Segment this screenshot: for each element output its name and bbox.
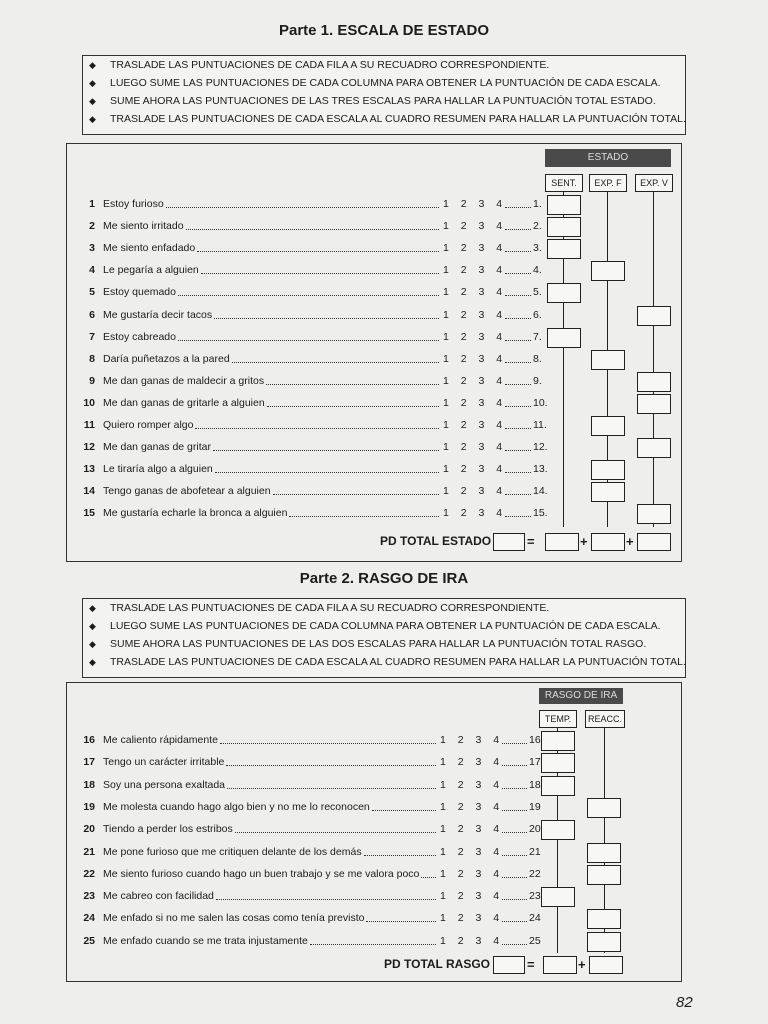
- leader-dots: [178, 281, 439, 296]
- item-reference: 22: [529, 867, 541, 880]
- equals-sign: =: [527, 534, 535, 549]
- item-number: 8: [89, 352, 95, 365]
- leader-dots: [372, 796, 436, 811]
- item-reference: 1.: [533, 198, 542, 210]
- item-reference: 21: [529, 845, 541, 858]
- item-number: 24: [83, 912, 95, 925]
- item-row: [73, 480, 548, 502]
- item-row: [73, 729, 543, 751]
- item-reference: 17: [529, 756, 541, 769]
- item-number: 3: [89, 242, 95, 255]
- item-number: 5: [89, 286, 95, 299]
- item-row: [73, 193, 543, 215]
- item-text: Me dan ganas de maldecir a gritos: [103, 374, 265, 387]
- part1-panel: [66, 143, 682, 562]
- leader-dots: [505, 215, 531, 230]
- item-text: Me enfado si no me salen las cosas como tenía previsto: [103, 912, 365, 925]
- score-options[interactable]: 1 2 3 4: [443, 441, 503, 454]
- item-text: Tiendo a perder los estribos: [103, 823, 233, 836]
- score-options[interactable]: 1 2 3 4: [443, 308, 503, 321]
- item-reference: 6.: [533, 308, 542, 321]
- leader-dots: [502, 729, 527, 744]
- score-options[interactable]: 1 2 3 4: [443, 352, 503, 365]
- score-options[interactable]: 1 2 3 4: [443, 330, 503, 343]
- column-line: [653, 192, 654, 527]
- item-row: [73, 930, 543, 952]
- item-number: 4: [89, 264, 95, 277]
- leader-dots: [214, 304, 439, 319]
- score-box[interactable]: [587, 865, 621, 885]
- item-reference: 24: [529, 912, 541, 925]
- score-box[interactable]: [591, 482, 625, 502]
- score-options[interactable]: 1 2 3 4: [440, 912, 500, 925]
- leader-dots: [502, 907, 527, 922]
- item-number: 11: [83, 419, 95, 431]
- item-text: Me siento furioso cuando hago un buen trabajo y se me valora poco: [103, 867, 420, 880]
- item-number: 22: [83, 867, 95, 880]
- score-options[interactable]: 1 2 3 4: [443, 507, 503, 520]
- score-box[interactable]: [587, 932, 621, 952]
- score-box[interactable]: [637, 438, 671, 458]
- item-row: [73, 863, 543, 885]
- leader-dots: [505, 259, 531, 274]
- leader-dots: [502, 751, 527, 766]
- item-number: 12: [83, 441, 95, 454]
- score-box[interactable]: [587, 798, 621, 818]
- score-options[interactable]: 1 2 3 4: [443, 419, 503, 431]
- diamond-bullet-icon: ◆: [89, 96, 96, 106]
- item-reference: 15.: [533, 507, 548, 520]
- leader-dots: [505, 480, 531, 495]
- item-row: [73, 751, 543, 773]
- score-options[interactable]: 1 2 3 4: [440, 800, 500, 813]
- leader-dots: [220, 729, 436, 744]
- item-number: 9: [89, 374, 95, 387]
- item-row: [73, 237, 543, 259]
- score-options[interactable]: 1 2 3 4: [443, 264, 503, 277]
- pd-total-estado-label: PD TOTAL ESTADO: [380, 534, 492, 548]
- score-options[interactable]: 1 2 3 4: [440, 890, 500, 903]
- item-number: 15: [83, 507, 95, 520]
- score-box[interactable]: [587, 909, 621, 929]
- item-number: 16: [83, 734, 95, 746]
- item-number: 2: [89, 220, 95, 233]
- item-row: [73, 259, 543, 281]
- item-row: [73, 215, 543, 237]
- item-reference: 12.: [533, 441, 548, 454]
- item-row: [73, 502, 548, 524]
- item-reference: 13.: [533, 463, 548, 476]
- item-reference: 8.: [533, 352, 542, 365]
- part2-panel: [66, 682, 682, 982]
- score-box[interactable]: [541, 776, 575, 796]
- score-box[interactable]: [591, 350, 625, 370]
- item-reference: 25: [529, 934, 541, 947]
- leader-dots: [235, 818, 436, 833]
- scale-header-estado: ESTADO: [545, 149, 671, 167]
- item-number: 14: [83, 485, 95, 498]
- score-box[interactable]: [547, 239, 581, 259]
- item-text: Estoy furioso: [103, 198, 164, 210]
- leader-dots: [505, 414, 531, 429]
- item-row: [73, 414, 547, 436]
- item-row: [73, 841, 543, 863]
- score-options[interactable]: 1 2 3 4: [440, 734, 500, 746]
- score-box[interactable]: [637, 394, 671, 414]
- item-row: [73, 885, 543, 907]
- item-reference: 19: [529, 800, 541, 813]
- leader-dots: [267, 392, 439, 407]
- exp-f-total-box[interactable]: [591, 533, 625, 551]
- diamond-bullet-icon: ◆: [89, 78, 96, 88]
- leader-dots: [178, 326, 439, 341]
- col-header-exp-f: EXP. F: [589, 174, 627, 192]
- scale-header-rasgo: RASGO DE IRA: [539, 688, 623, 704]
- item-reference: 2.: [533, 220, 542, 233]
- leader-dots: [289, 502, 439, 517]
- leader-dots: [266, 370, 439, 385]
- sent-total-box[interactable]: [545, 533, 579, 551]
- score-options[interactable]: 1 2 3 4: [443, 396, 503, 409]
- item-reference: 18: [529, 778, 541, 791]
- score-options[interactable]: 1 2 3 4: [443, 220, 503, 233]
- item-number: 20: [83, 823, 95, 836]
- item-text: Soy una persona exaltada: [103, 778, 226, 791]
- col-header-reacc: REACC.: [585, 710, 625, 728]
- item-reference: 7.: [533, 330, 542, 343]
- pd-total-rasgo-label: PD TOTAL RASGO: [384, 957, 491, 971]
- leader-dots: [227, 774, 436, 789]
- score-options[interactable]: 1 2 3 4: [443, 463, 503, 476]
- col-header-exp-v: EXP. V: [635, 174, 673, 192]
- score-options[interactable]: 1 2 3 4: [440, 778, 500, 791]
- score-options[interactable]: 1 2 3 4: [443, 242, 503, 255]
- diamond-bullet-icon: ◆: [89, 621, 96, 631]
- item-number: 21: [83, 845, 95, 858]
- item-number: 18: [83, 778, 95, 791]
- exp-v-total-box[interactable]: [637, 533, 671, 551]
- item-reference: 4.: [533, 264, 542, 277]
- leader-dots: [502, 930, 527, 945]
- score-options[interactable]: 1 2 3 4: [440, 823, 500, 836]
- leader-dots: [505, 304, 531, 319]
- score-options[interactable]: 1 2 3 4: [440, 934, 500, 947]
- item-text: Me pone furioso que me critiquen delante de los demás: [103, 845, 362, 858]
- item-reference: 10.: [533, 396, 548, 409]
- leader-dots: [502, 841, 527, 856]
- item-row: [73, 370, 543, 392]
- item-reference: 5.: [533, 286, 542, 299]
- item-text: Le pegaría a alguien: [103, 264, 199, 277]
- score-box[interactable]: [637, 372, 671, 392]
- item-reference: 11.: [533, 419, 547, 431]
- score-box[interactable]: [587, 843, 621, 863]
- item-reference: 20: [529, 823, 541, 836]
- leader-dots: [195, 414, 439, 429]
- item-row: [73, 281, 543, 303]
- item-text: Estoy cabreado: [103, 330, 176, 343]
- leader-dots: [505, 348, 531, 363]
- plus-sign: +: [580, 534, 588, 549]
- item-text: Le tiraría algo a alguien: [103, 463, 213, 476]
- diamond-bullet-icon: ◆: [89, 114, 96, 124]
- item-row: [73, 774, 543, 796]
- score-box[interactable]: [541, 820, 575, 840]
- leader-dots: [505, 281, 531, 296]
- instruction-item: ◆ LUEGO SUME LAS PUNTUACIONES DE CADA COLUMNA PARA OBTENER LA PUNTUACIÓN DE CADA ESCALA.: [83, 74, 685, 92]
- part1-instructions: [82, 55, 686, 135]
- score-options[interactable]: 1 2 3 4: [443, 374, 503, 387]
- leader-dots: [197, 237, 439, 252]
- leader-dots: [505, 370, 531, 385]
- item-text: Me cabreo con facilidad: [103, 890, 214, 903]
- score-box[interactable]: [541, 753, 575, 773]
- leader-dots: [505, 392, 531, 407]
- leader-dots: [226, 751, 436, 766]
- score-box[interactable]: [547, 195, 581, 215]
- leader-dots: [505, 237, 531, 252]
- leader-dots: [232, 348, 439, 363]
- leader-dots: [166, 193, 439, 208]
- diamond-bullet-icon: ◆: [89, 60, 96, 70]
- item-number: 17: [83, 756, 95, 769]
- score-box[interactable]: [547, 217, 581, 237]
- plus-sign: +: [578, 957, 586, 972]
- page-number: 82: [676, 994, 693, 1011]
- leader-dots: [215, 458, 439, 473]
- leader-dots: [505, 436, 531, 451]
- item-reference: 9.: [533, 374, 542, 387]
- item-number: 19: [83, 800, 95, 813]
- temp-total-box[interactable]: [543, 956, 577, 974]
- score-options[interactable]: 1 2 3 4: [440, 845, 500, 858]
- instruction-item: ◆ TRASLADE LAS PUNTUACIONES DE CADA ESCALA AL CUADRO RESUMEN PARA HALLAR LA PUNTUACIÓN TOTAL.: [83, 110, 685, 128]
- item-row: [73, 326, 543, 348]
- leader-dots: [186, 215, 439, 230]
- score-box[interactable]: [591, 460, 625, 480]
- col-header-temp: TEMP.: [539, 710, 577, 728]
- instruction-item: ◆ SUME AHORA LAS PUNTUACIONES DE LAS TRES ESCALAS PARA HALLAR LA PUNTUACIÓN TOTAL ESTADO.: [83, 92, 685, 110]
- leader-dots: [505, 326, 531, 341]
- leader-dots: [201, 259, 439, 274]
- instruction-item: ◆ TRASLADE LAS PUNTUACIONES DE CADA FILA A SU RECUADRO CORRESPONDIENTE.: [83, 599, 685, 617]
- instruction-item: ◆ SUME AHORA LAS PUNTUACIONES DE LAS DOS ESCALAS PARA HALLAR LA PUNTUACIÓN TOTAL RASGO.: [83, 635, 685, 653]
- item-text: Tengo ganas de abofetear a alguien: [103, 485, 271, 498]
- diamond-bullet-icon: ◆: [89, 603, 96, 613]
- score-options[interactable]: 1 2 3 4: [440, 867, 500, 880]
- item-row: [73, 436, 548, 458]
- item-text: Me enfado cuando se me trata injustamente: [103, 934, 308, 947]
- score-box[interactable]: [541, 887, 575, 907]
- item-text: Me siento irritado: [103, 220, 184, 233]
- pd-total-estado-box[interactable]: [493, 533, 525, 551]
- leader-dots: [213, 436, 439, 451]
- leader-dots: [364, 841, 436, 856]
- score-box[interactable]: [541, 731, 575, 751]
- item-text: Tengo un carácter irritable: [103, 756, 225, 769]
- instruction-item: ◆ LUEGO SUME LAS PUNTUACIONES DE CADA COLUMNA PARA OBTENER LA PUNTUACIÓN DE CADA ESCALA.: [83, 617, 685, 635]
- item-text: Daría puñetazos a la pared: [103, 352, 230, 365]
- diamond-bullet-icon: ◆: [89, 639, 96, 649]
- item-row: [73, 796, 543, 818]
- leader-dots: [502, 818, 527, 833]
- score-options[interactable]: 1 2 3 4: [443, 286, 503, 299]
- item-row: [73, 818, 543, 840]
- item-text: Me caliento rápidamente: [103, 734, 218, 746]
- score-options[interactable]: 1 2 3 4: [443, 485, 503, 498]
- part1-title: Parte 1. ESCALA DE ESTADO: [278, 22, 490, 39]
- item-reference: 16: [529, 734, 541, 746]
- diamond-bullet-icon: ◆: [89, 657, 96, 667]
- item-text: Me gustaría echarle la bronca a alguien: [103, 507, 288, 520]
- leader-dots: [310, 930, 436, 945]
- leader-dots: [366, 907, 436, 922]
- score-options[interactable]: 1 2 3 4: [440, 756, 500, 769]
- score-options[interactable]: 1 2 3 4: [443, 198, 503, 210]
- item-text: Estoy quemado: [103, 286, 176, 299]
- instruction-item: ◆ TRASLADE LAS PUNTUACIONES DE CADA FILA A SU RECUADRO CORRESPONDIENTE.: [83, 56, 685, 74]
- plus-sign: +: [626, 534, 634, 549]
- score-box[interactable]: [591, 416, 625, 436]
- score-box[interactable]: [547, 328, 581, 348]
- leader-dots: [505, 193, 531, 208]
- item-text: Me gustaría decir tacos: [103, 308, 213, 321]
- item-number: 7: [89, 330, 95, 343]
- col-header-sent: SENT.: [545, 174, 583, 192]
- item-row: [73, 907, 543, 929]
- part2-title: Parte 2. RASGO DE IRA: [299, 570, 469, 587]
- item-text: Me dan ganas de gritar: [103, 441, 211, 454]
- instruction-item: ◆ TRASLADE LAS PUNTUACIONES DE CADA ESCALA AL CUADRO RESUMEN PARA HALLAR LA PUNTUACIÓN TOTAL.: [83, 653, 685, 671]
- item-number: 23: [83, 890, 95, 903]
- item-row: [73, 458, 548, 480]
- score-box[interactable]: [547, 283, 581, 303]
- item-number: 6: [89, 308, 95, 321]
- leader-dots: [502, 796, 527, 811]
- item-number: 25: [83, 934, 95, 947]
- leader-dots: [502, 774, 527, 789]
- item-text: Me molesta cuando hago algo bien y no me lo reconocen: [103, 800, 370, 813]
- item-reference: 14.: [533, 485, 548, 498]
- leader-dots: [421, 863, 436, 878]
- score-box[interactable]: [637, 306, 671, 326]
- part2-instructions: [82, 598, 686, 678]
- item-row: [73, 392, 548, 414]
- reacc-total-box[interactable]: [589, 956, 623, 974]
- leader-dots: [216, 885, 436, 900]
- item-text: Me dan ganas de gritarle a alguien: [103, 396, 265, 409]
- equals-sign: =: [527, 957, 535, 972]
- score-box[interactable]: [591, 261, 625, 281]
- score-box[interactable]: [637, 504, 671, 524]
- item-row: [73, 348, 543, 370]
- item-row: [73, 304, 543, 326]
- item-number: 10: [83, 396, 95, 409]
- item-reference: 23: [529, 890, 541, 903]
- item-reference: 3.: [533, 242, 542, 255]
- leader-dots: [273, 480, 439, 495]
- leader-dots: [505, 502, 531, 517]
- leader-dots: [502, 885, 527, 900]
- item-text: Quiero romper algo: [103, 419, 194, 431]
- leader-dots: [505, 458, 531, 473]
- item-number: 1: [89, 198, 95, 210]
- leader-dots: [502, 863, 527, 878]
- pd-total-rasgo-box[interactable]: [493, 956, 525, 974]
- item-text: Me siento enfadado: [103, 242, 196, 255]
- item-number: 13: [83, 463, 95, 476]
